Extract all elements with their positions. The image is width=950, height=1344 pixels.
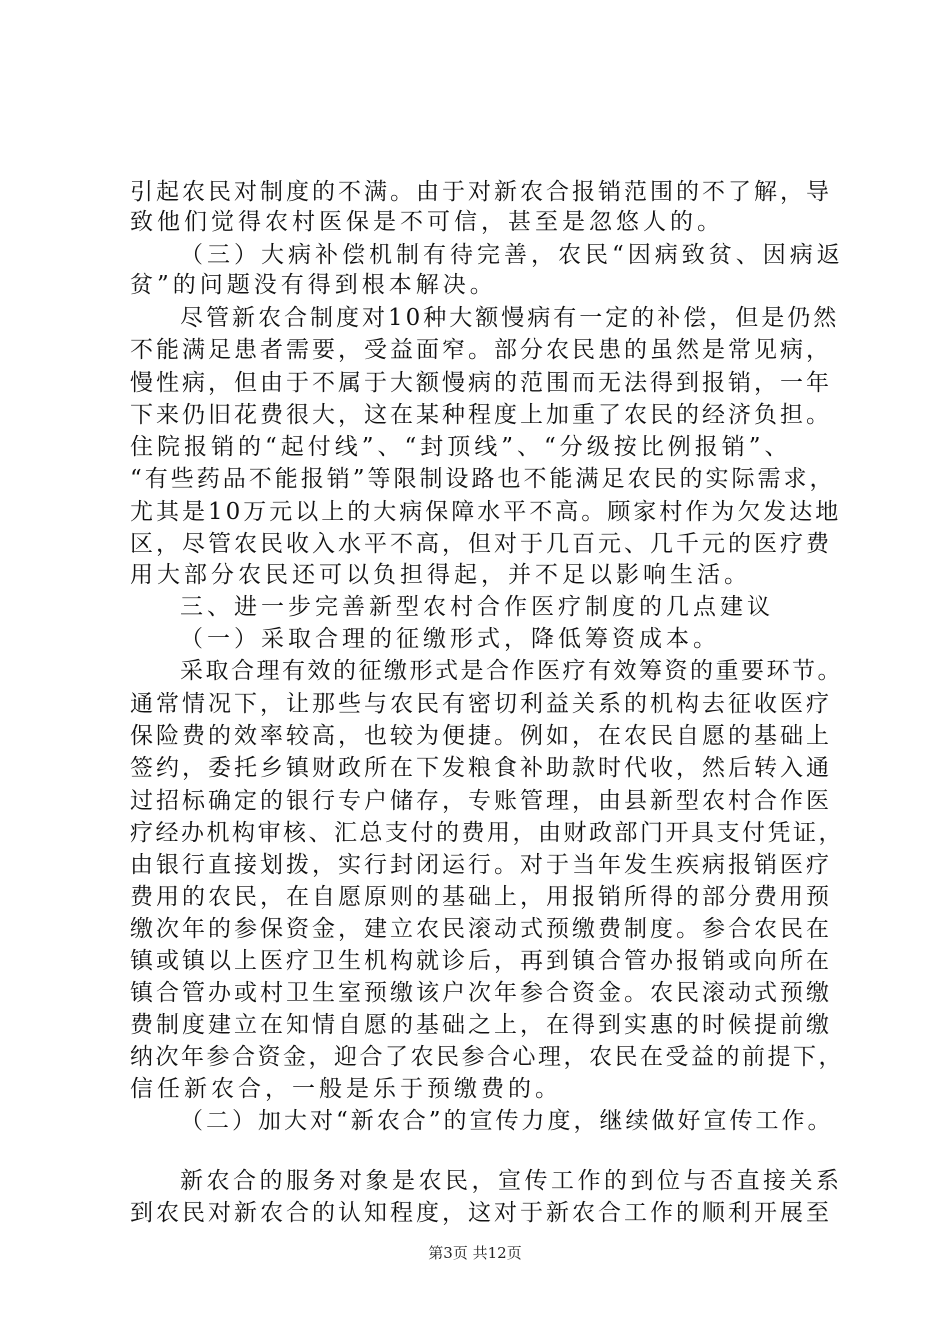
text-line: （三）大病补偿机制有待完善，农民“因病致贫、因病返 [180, 242, 844, 268]
text-line: 镇合管办或村卫生室预缴该户次年参合资金。农民滚动式预缴 [130, 980, 832, 1006]
text-line: “有些药品不能报销”等限制设路也不能满足农民的实际需求， [130, 466, 836, 492]
text-line: 尤其是10万元以上的大病保障水平不高。顾家村作为欠发达地 [130, 499, 842, 525]
text-line: 签约，委托乡镇财政所在下发粮食补助款时代收，然后转入通 [130, 755, 832, 781]
text-line: 采取合理有效的征缴形式是合作医疗有效筹资的重要环节。 [180, 658, 843, 684]
text-line: 费制度建立在知情自愿的基础之上，在得到实惠的时候提前缴 [130, 1012, 832, 1038]
text-line: 引起农民对制度的不满。由于对新农合报销范围的不了解，导 [130, 179, 832, 205]
text-line: 费用的农民，在自愿原则的基础上，用报销所得的部分费用预 [130, 884, 832, 910]
text-line: 镇或镇以上医疗卫生机构就诊后，再到镇合管办报销或向所在 [130, 948, 832, 974]
text-line: 贫”的问题没有得到根本解决。 [130, 272, 497, 298]
section-heading: 三、进一步完善新型农村合作医疗制度的几点建议 [180, 594, 774, 620]
text-line: 保险费的效率较高，也较为便捷。例如，在农民自愿的基础上 [130, 723, 832, 749]
text-line: 缴次年的参保资金，建立农民滚动式预缴费制度。参合农民在 [130, 916, 832, 942]
text-line: 由银行直接划拨，实行封闭运行。对于当年发生疾病报销医疗 [130, 852, 832, 878]
subsection-heading: （一）采取合理的征缴形式，降低筹资成本。 [180, 626, 720, 652]
text-line: 下来仍旧花费很大，这在某种程度上加重了农民的经济负担。 [130, 402, 832, 428]
page-footer: 第3页 共12页 [428, 1244, 522, 1262]
text-line: 住院报销的“起付线”、“封顶线”、“分级按比例报销”、 [130, 434, 792, 460]
text-line: 尽管新农合制度对10种大额慢病有一定的补偿，但是仍然 [180, 305, 840, 331]
subsection-heading: （二）加大对“新农合”的宣传力度，继续做好宣传工作。 [180, 1108, 834, 1134]
text-line: 纳次年参合资金，迎合了农民参合心理，农民在受益的前提下， [130, 1044, 844, 1070]
text-line: 不能满足患者需要，受益面窄。部分农民患的虽然是常见病， [130, 337, 832, 363]
text-line: 到农民对新农合的认知程度，这对于新农合工作的顺利开展至 [130, 1200, 832, 1226]
text-line: 用大部分农民还可以负担得起，并不足以影响生活。 [130, 562, 751, 588]
text-line: 新农合的服务对象是农民，宣传工作的到位与否直接关系 [180, 1168, 843, 1194]
text-line: 信任新农合，一般是乐于预缴费的。 [130, 1076, 562, 1102]
text-line: 过招标确定的银行专户储存，专账管理，由县新型农村合作医 [130, 788, 832, 814]
text-line: 疗经办机构审核、汇总支付的费用，由财政部门开具支付凭证， [130, 820, 844, 846]
text-line: 慢性病，但由于不属于大额慢病的范围而无法得到报销，一年 [130, 370, 832, 396]
text-line: 致他们觉得农村医保是不可信，甚至是忽悠人的。 [130, 209, 724, 235]
text-line: 区，尽管农民收入水平不高，但对于几百元、几千元的医疗费 [130, 531, 832, 557]
text-line: 通常情况下，让那些与农民有密切利益关系的机构去征收医疗 [130, 691, 832, 717]
